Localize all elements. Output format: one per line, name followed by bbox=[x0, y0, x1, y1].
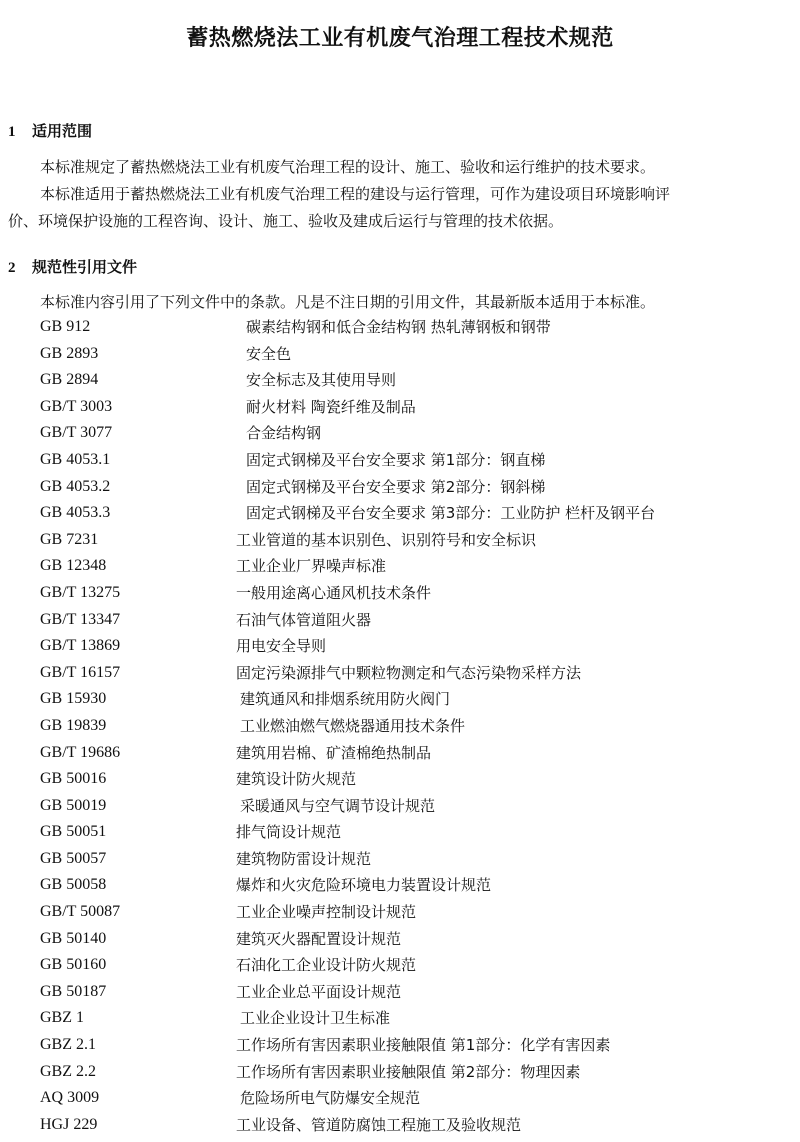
reference-code: GBZ 2.2 bbox=[40, 1062, 96, 1080]
document-title: 蓄热燃烧法工业有机废气治理工程技术规范 bbox=[186, 26, 614, 51]
section-heading-normative-references bbox=[8, 258, 137, 277]
reference-code: GB 50051 bbox=[40, 823, 107, 841]
reference-code: GB 50058 bbox=[40, 876, 107, 894]
reference-title: 排气筒设计规范 bbox=[236, 823, 342, 842]
reference-title: 用电安全导则 bbox=[236, 637, 327, 656]
reference-code: GB/T 19686 bbox=[40, 743, 121, 761]
reference-title: 石油气体管道阻火器 bbox=[236, 610, 372, 629]
reference-title: 建筑通风和排烟系统用防火阀门 bbox=[240, 690, 451, 709]
reference-title: 固定污染源排气中颗粒物测定和气态污染物采样方法 bbox=[236, 663, 582, 682]
reference-row bbox=[0, 983, 800, 1010]
paragraph: 本标准内容引用了下列文件中的条款。凡是不注日期的引用文件，其最新版本适用于本标准。 bbox=[40, 293, 656, 311]
reference-code: AQ 3009 bbox=[40, 1089, 100, 1107]
paragraph: 价、环境保护设施的工程咨询、设计、施工、验收及建成后运行与管理的技术依据。 bbox=[8, 212, 564, 230]
paragraph: 本标准规定了蓄热燃烧法工业有机废气治理工程的设计、施工、验收和运行维护的技术要求。 bbox=[40, 158, 656, 176]
reference-row bbox=[0, 956, 800, 983]
reference-code: GB 4053.1 bbox=[40, 450, 111, 468]
reference-row bbox=[0, 637, 800, 664]
reference-code: GB 4053.3 bbox=[40, 504, 111, 522]
reference-code: GB/T 3077 bbox=[40, 424, 113, 442]
reference-row bbox=[0, 744, 800, 771]
reference-row bbox=[0, 424, 800, 451]
reference-title: 工业企业厂界噪声标准 bbox=[236, 557, 387, 576]
reference-code: GB 19839 bbox=[40, 716, 107, 734]
reference-row bbox=[0, 1063, 800, 1090]
reference-code: GBZ 2.1 bbox=[40, 1036, 96, 1054]
reference-title: 建筑灭火器配置设计规范 bbox=[236, 929, 402, 948]
reference-title: 合金结构钢 bbox=[246, 424, 322, 443]
reference-code: GB/T 13869 bbox=[40, 637, 121, 655]
reference-code: HGJ 229 bbox=[40, 1115, 98, 1133]
reference-title: 爆炸和火灾危险环境电力装置设计规范 bbox=[236, 876, 492, 895]
reference-title: 采暖通风与空气调节设计规范 bbox=[240, 796, 436, 815]
reference-row bbox=[0, 876, 800, 903]
paragraph: 本标准适用于蓄热燃烧法工业有机废气治理工程的建设与运行管理，可作为建设项目环境影响评 bbox=[40, 185, 671, 203]
section-title: 规范性引用文件 bbox=[32, 258, 138, 276]
reference-code: GB 50140 bbox=[40, 929, 107, 947]
reference-title: 建筑物防雷设计规范 bbox=[236, 849, 372, 868]
reference-code: GB 50160 bbox=[40, 956, 107, 974]
reference-row bbox=[0, 345, 800, 372]
reference-title: 工业企业设计卫生标准 bbox=[240, 1009, 391, 1028]
reference-code: GB 50057 bbox=[40, 849, 107, 867]
reference-title: 固定式钢梯及平台安全要求 第2部分：钢斜梯 bbox=[246, 477, 546, 496]
reference-row bbox=[0, 1036, 800, 1063]
reference-row bbox=[0, 318, 800, 345]
reference-code: GBZ 1 bbox=[40, 1009, 84, 1027]
reference-row bbox=[0, 717, 800, 744]
reference-code: GB 2893 bbox=[40, 344, 99, 362]
reference-row bbox=[0, 797, 800, 824]
reference-title: 耐火材料 陶瓷纤维及制品 bbox=[246, 397, 416, 416]
reference-title: 工业燃油燃气燃烧器通用技术条件 bbox=[240, 716, 466, 735]
reference-title: 安全色 bbox=[246, 344, 292, 363]
reference-code: GB/T 16157 bbox=[40, 663, 121, 681]
reference-row bbox=[0, 1009, 800, 1036]
reference-row bbox=[0, 451, 800, 478]
reference-row bbox=[0, 611, 800, 638]
reference-title: 工作场所有害因素职业接触限值 第2部分：物理因素 bbox=[236, 1062, 581, 1081]
section-number: 1 bbox=[8, 124, 16, 140]
reference-title: 工业管道的基本识别色、识别符号和安全标识 bbox=[236, 530, 537, 549]
reference-title: 一般用途离心通风机技术条件 bbox=[236, 583, 432, 602]
reference-row bbox=[0, 478, 800, 505]
reference-row bbox=[0, 1089, 800, 1116]
reference-title: 危险场所电气防爆安全规范 bbox=[240, 1089, 421, 1108]
reference-row bbox=[0, 398, 800, 425]
reference-title: 碳素结构钢和低合金结构钢 热轧薄钢板和钢带 bbox=[246, 318, 551, 336]
reference-title: 固定式钢梯及平台安全要求 第3部分：工业防护 栏杆及钢平台 bbox=[246, 504, 656, 523]
reference-code: GB 7231 bbox=[40, 530, 99, 548]
section-heading-scope bbox=[8, 122, 92, 141]
reference-title: 工业企业噪声控制设计规范 bbox=[236, 903, 417, 922]
reference-row bbox=[0, 557, 800, 584]
reference-code: GB 50016 bbox=[40, 770, 107, 788]
reference-title: 安全标志及其使用导则 bbox=[246, 371, 397, 390]
reference-title: 工业设备、管道防腐蚀工程施工及验收规范 bbox=[236, 1115, 522, 1134]
reference-title: 建筑用岩棉、矿渣棉绝热制品 bbox=[236, 743, 432, 762]
reference-row bbox=[0, 690, 800, 717]
reference-code: GB 2894 bbox=[40, 371, 99, 389]
reference-code: GB 12348 bbox=[40, 557, 107, 575]
reference-title: 石油化工企业设计防火规范 bbox=[236, 956, 417, 975]
reference-code: GB 50187 bbox=[40, 982, 107, 1000]
reference-row bbox=[0, 930, 800, 957]
section-number: 2 bbox=[8, 260, 16, 276]
reference-row bbox=[0, 850, 800, 877]
reference-list bbox=[0, 318, 800, 1142]
reference-row bbox=[0, 1116, 800, 1142]
reference-title: 工业企业总平面设计规范 bbox=[236, 982, 402, 1001]
reference-title: 固定式钢梯及平台安全要求 第1部分：钢直梯 bbox=[246, 450, 546, 469]
reference-title: 工作场所有害因素职业接触限值 第1部分：化学有害因素 bbox=[236, 1036, 611, 1055]
reference-row bbox=[0, 664, 800, 691]
reference-code: GB/T 13347 bbox=[40, 610, 121, 628]
reference-code: GB/T 50087 bbox=[40, 903, 121, 921]
reference-code: GB 15930 bbox=[40, 690, 107, 708]
reference-row bbox=[0, 770, 800, 797]
reference-code: GB 912 bbox=[40, 318, 91, 335]
reference-row bbox=[0, 371, 800, 398]
reference-code: GB 50019 bbox=[40, 796, 107, 814]
reference-code: GB/T 3003 bbox=[40, 397, 113, 415]
reference-code: GB 4053.2 bbox=[40, 477, 111, 495]
section-title: 适用范围 bbox=[32, 122, 93, 140]
reference-row bbox=[0, 823, 800, 850]
reference-row bbox=[0, 903, 800, 930]
reference-row bbox=[0, 504, 800, 531]
reference-code: GB/T 13275 bbox=[40, 583, 121, 601]
reference-row bbox=[0, 584, 800, 611]
reference-row bbox=[0, 531, 800, 558]
reference-title: 建筑设计防火规范 bbox=[236, 770, 357, 789]
